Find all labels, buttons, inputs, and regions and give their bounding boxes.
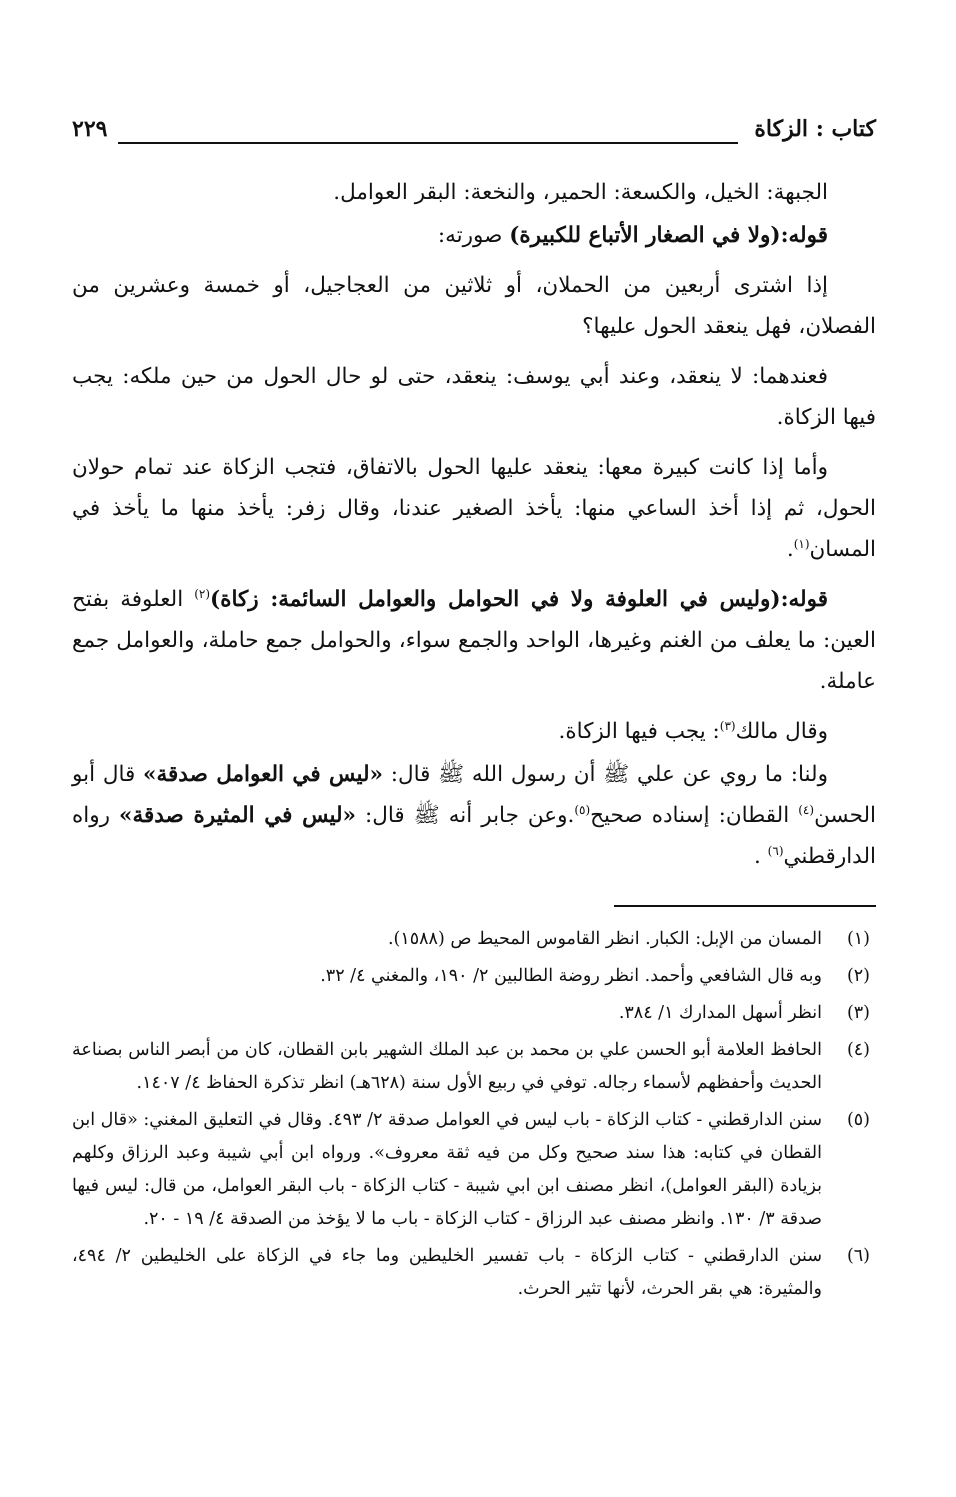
paragraph-2: قوله:(ولا في الصغار الأتباع للكبيرة) صورته: xyxy=(437,223,828,248)
paragraph-4: فعندهما: لا ينعقد، وعند أبي يوسف: ينعقد، حتى لو حال الحول من حين ملكه: يجب فيها الزكاة. xyxy=(72,364,876,430)
matn-quote: (وليس في العلوفة ولا في الحوامل والعوامل السائمة: زكاة) xyxy=(210,587,781,612)
footnote-ref: (٦) xyxy=(767,843,784,858)
footnote-ref: (٥) xyxy=(574,802,591,817)
footnote-ref: (٢) xyxy=(194,586,211,601)
hadith-quote: «ليس في المثيرة صدقة» xyxy=(119,803,356,828)
footnote-text: انظر أسهل المدارك ١/ ٣٨٤. xyxy=(618,1003,822,1023)
paragraph-1: الجبهة: الخيل، والكسعة: الحمير، والنخعة: البقر العوامل. xyxy=(333,180,828,205)
paragraph-3: إذا اشترى أربعين من الحملان، أو ثلاثين من العجاجيل، أو خمسة وعشرين من الفصلان، فهل ينعقد الحول عليها؟ xyxy=(72,273,876,339)
paragraph-5: وأما إذا كانت كبيرة معها: ينعقد عليها الحول بالاتفاق، فتجب الزكاة عند تمام حولان الحول، ثم إذا أخذ الساعي منها: يأخذ الصغير عندنا، وقال زفر: يأخذ منها ما يأخذ في المسان$^{(١)}$. xyxy=(72,455,876,562)
footnote-text: سنن الدارقطني - كتاب الزكاة - باب تفسير الخليطين وما جاء في الزكاة على الخليطين ٢/ ٤٩٤، والمثيرة: هي بقر الحرث، لأنها تثير الحرث. xyxy=(72,1246,822,1299)
chapter-title: كتاب : الزكاة xyxy=(754,116,876,142)
running-header xyxy=(72,108,876,152)
paragraph-8: ولنا: ما روي عن علي ﷺ أن رسول الله ﷺ قال: «ليس في العوامل صدقة» قال أبو الحسن$^{(٤)}$ القطان: إسناده صحيح$^{(٥)}$.وعن جابر أنه ﷺ قال: «ليس في المثيرة صدقة» رواه الدارقطني$^{(٦)}$ . xyxy=(72,762,877,869)
book-page xyxy=(72,108,876,1310)
footnote-text: المسان من الإبل: الكبار. انظر القاموس المحيط ص (١٥٨٨). xyxy=(387,929,822,949)
main-text xyxy=(72,172,876,877)
paragraph-7: وقال مالك$^{(٣)}$: يجب فيها الزكاة. xyxy=(558,718,828,744)
matn-quote: (ولا في الصغار الأتباع للكبيرة) xyxy=(509,223,781,248)
footnote-separator xyxy=(614,905,876,907)
footnote-number: (٥) xyxy=(846,1110,870,1130)
footnote-ref: (٣) xyxy=(719,718,736,733)
footnote xyxy=(72,997,876,1030)
header-rule xyxy=(118,142,738,144)
qawluhu-label: قوله: xyxy=(780,587,828,612)
footnote xyxy=(72,1104,876,1236)
footnote-number: (١) xyxy=(846,929,870,949)
page-number: ٢٢٩ xyxy=(72,116,108,142)
footnotes xyxy=(72,923,876,1306)
footnote-number: (٦) xyxy=(846,1246,870,1266)
footnote-text: الحافظ العلامة أبو الحسن علي بن محمد بن عبد الملك الشهير بابن القطان، كان من أبصر الناس بصناعة الحديث وأحفظهم لأسماء رجاله. توفي في ربيع الأول سنة (٦٢٨هـ) انظر تذكرة الحفاظ ٤/ ١٤٠٧. xyxy=(72,1040,822,1093)
footnote-number: (٤) xyxy=(846,1040,870,1060)
hadith-quote: «ليس في العوامل صدقة» xyxy=(143,762,383,787)
footnote-text: وبه قال الشافعي وأحمد. انظر روضة الطالبين ٢/ ١٩٠، والمغني ٤/ ٣٢. xyxy=(320,966,822,986)
footnote-number: (٢) xyxy=(846,966,870,986)
qawluhu-label: قوله: xyxy=(780,223,828,248)
footnote xyxy=(72,960,876,993)
footnote xyxy=(72,1240,876,1306)
paragraph-6: قوله:(وليس في العلوفة ولا في الحوامل والعوامل السائمة: زكاة)$^{(٢)}$ العلوفة بفتح العين: ما يعلف من الغنم وغيرها، الواحد والجمع سواء، والحوامل جمع حاملة، والعوامل جمع عاملة. xyxy=(72,586,876,694)
footnote-text: سنن الدارقطني - كتاب الزكاة - باب ليس في العوامل صدقة ٢/ ٤٩٣. وقال في التعليق المغني: «قال ابن القطان في كتابه: هذا سند صحيح وكل من فيه ثقة معروف». ورواه ابن أبي شيبة وعبد الرزاق وكلهم بزيادة (البقر العوامل)، انظر مصنف ابن ابي شيبة - كتاب الزكاة - باب البقر العوامل، من قال: ليس فيها صدقة ٣/ ١٣٠. وانظر مصنف عبد الرزاق - كتاب الزكاة - باب ما لا يؤخذ من الصدقة ٤/ ١٩ - ٢٠. xyxy=(72,1110,822,1229)
footnote xyxy=(72,1034,876,1100)
footnote-number: (٣) xyxy=(846,1003,870,1023)
footnote xyxy=(72,923,876,956)
footnote-ref: (١) xyxy=(793,536,810,551)
footnote-ref: (٤) xyxy=(798,802,815,817)
